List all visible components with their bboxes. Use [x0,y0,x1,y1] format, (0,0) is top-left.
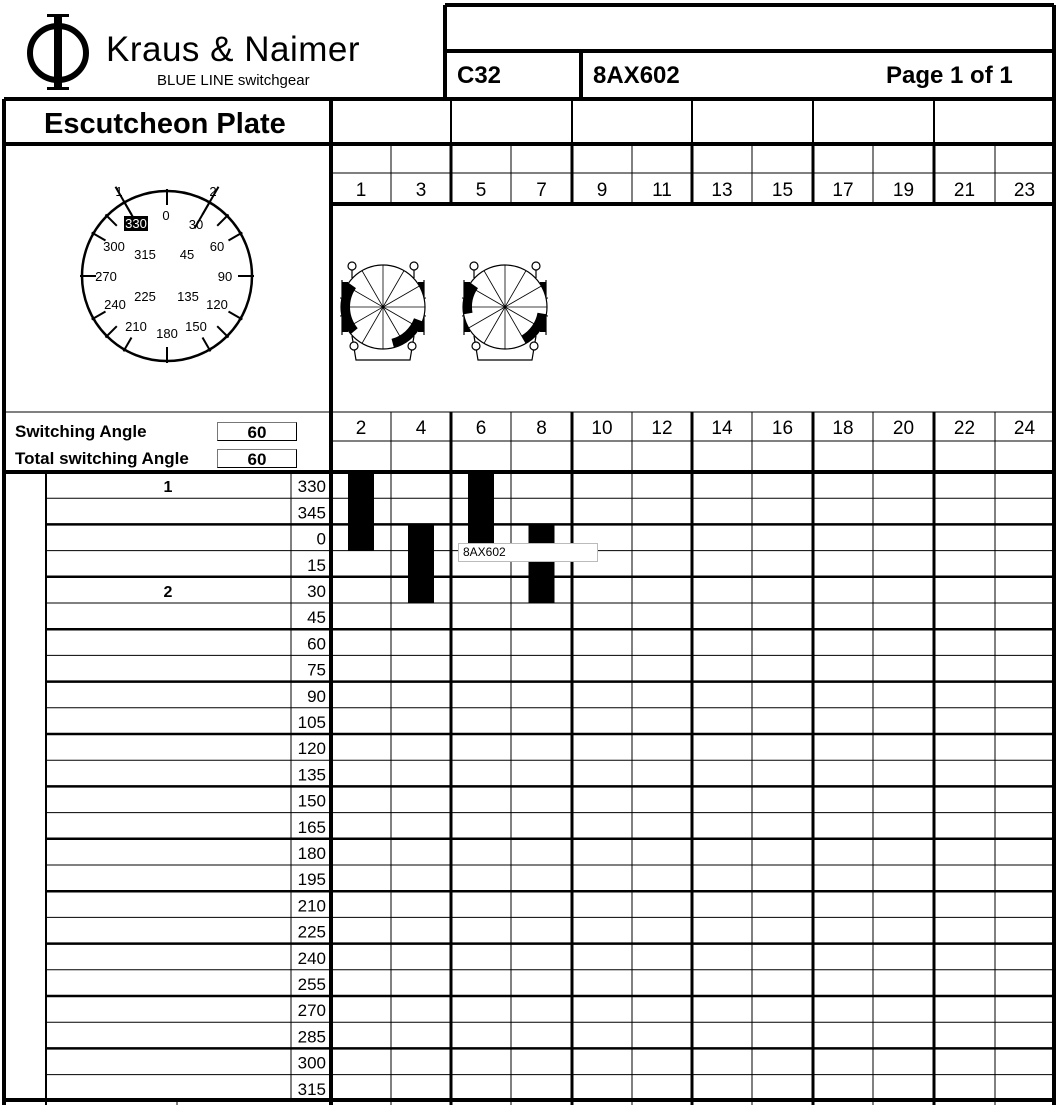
switching-angle-value: 60 [217,422,297,441]
contact-closed-bar [348,472,374,551]
angle-row-label: 270 [297,1001,326,1021]
terminal-top-label: 17 [832,180,854,201]
angle-row-label: 75 [307,660,326,680]
dial-tick [217,326,228,337]
angle-row-label: 90 [307,686,326,706]
angle-row-label: 30 [307,582,326,601]
terminal-bottom-label: 24 [1013,418,1036,439]
terminal-bottom-label: 8 [536,418,547,439]
terminal-top-label: 13 [711,180,733,201]
dial-tick [217,214,228,225]
contact-closed-bar [408,524,434,603]
angle-row-label: 105 [297,713,326,732]
series-code: C32 [457,62,502,89]
terminal-top-label: 19 [892,180,915,201]
angle-row-label: 165 [297,817,326,837]
angle-row-label: 150 [297,791,326,811]
angle-row-label: 240 [297,948,326,968]
dial-angle-label: 225 [134,289,156,304]
angle-row-label: 0 [316,529,326,549]
terminal-top-label: 9 [596,180,608,201]
phi-logo-icon [20,12,100,92]
dial-tick [228,233,242,241]
terminal-ring [348,262,356,270]
terminal-ring [530,342,538,350]
angle-row-label: 60 [307,634,326,654]
terminal-bottom-label: 10 [591,418,613,439]
dial-angle-label: 240 [104,297,126,312]
contact-closed-bar [468,472,494,551]
terminal-ring [408,342,416,350]
terminal-top-label: 3 [415,180,427,201]
dial-position-label: 1 [115,184,123,199]
angle-row-label: 195 [297,870,326,890]
dial-angle-label: 180 [156,326,178,341]
terminal-ring [410,262,418,270]
terminal-bottom-label: 2 [355,418,367,439]
terminal-top-label: 1 [355,180,367,201]
cam-diagram [462,262,548,360]
dial-tick [92,312,106,320]
terminal-bottom-label: 12 [651,418,673,439]
contact-closed-bar [529,524,555,603]
dial-angle-label: 0 [162,208,170,223]
dial-tick [124,337,132,351]
dial-angle-label: 90 [217,269,233,284]
dial-position-label: 2 [209,184,217,199]
angle-row-label: 285 [297,1027,326,1047]
angle-row-label: 315 [297,1079,326,1099]
dial-angle-label: 30 [188,217,204,232]
terminal-top-label: 15 [771,180,794,201]
terminal-top-label: 11 [652,180,672,201]
angle-row-label: 255 [297,975,326,994]
angle-row-label: 120 [297,739,326,759]
total-switching-angle-label: Total switching Angle [15,449,189,468]
terminal-bottom-label: 14 [711,418,733,439]
dial-angle-label: 150 [185,319,207,334]
cam-diagram [340,262,426,360]
dial-angle-label: 60 [209,239,225,254]
dial-angle-label: 45 [179,247,195,262]
terminal-bottom-label: 4 [415,418,427,439]
terminal-bottom-label: 6 [475,418,487,439]
position-marker-label: 2 [163,584,173,601]
terminal-ring [532,262,540,270]
page-indicator: Page 1 of 1 [886,62,1013,89]
company-logo [20,12,100,92]
dial-tick [105,214,116,225]
position-marker-label: 1 [163,479,173,497]
dial-angle-label: 120 [206,297,228,312]
angle-row-label: 45 [307,608,326,628]
terminal-ring [472,342,480,350]
dial-angle-label: 270 [95,269,117,284]
angle-row-label: 225 [297,922,326,942]
switching-angle-label: Switching Angle [15,422,147,441]
terminal-ring [470,262,478,270]
angle-row-label: 345 [297,503,326,523]
terminal-ring [350,342,358,350]
contact-cam-diagrams [340,262,548,360]
company-name: Kraus & Naimer [106,30,361,69]
total-switching-angle-value: 60 [217,449,297,468]
angle-row-label: 330 [297,477,326,497]
dial-angle-label: 300 [103,239,125,254]
terminal-top-label: 21 [953,180,976,201]
terminal-top-label: 5 [475,180,487,201]
part-number: 8AX602 [593,62,680,89]
dial-angle-label: 330 [125,216,147,231]
angle-row-label: 300 [297,1053,326,1073]
dial-tick [203,337,211,351]
dial-tick [228,312,242,320]
escutcheon-dial [80,184,254,363]
terminal-bottom-label: 20 [892,418,915,439]
terminal-top-label: 23 [1013,180,1036,201]
terminal-bottom-label: 22 [953,418,976,439]
terminal-bottom-label: 18 [832,418,854,439]
angle-row-label: 15 [307,555,326,575]
section-title: Escutcheon Plate [44,108,286,140]
terminal-top-label: 7 [536,180,547,201]
angle-row-label: 210 [297,896,326,916]
dial-tick [105,326,116,337]
terminal-bottom-label: 16 [771,418,794,439]
angle-row-label: 135 [297,765,326,785]
dial-angle-label: 315 [134,247,156,262]
dial-angle-label: 210 [125,319,147,334]
dial-angle-label: 135 [177,289,199,304]
company-subtitle: BLUE LINE switchgear [157,72,310,89]
angle-row-label: 180 [297,844,326,863]
part-tag: 8AX602 [458,543,598,562]
